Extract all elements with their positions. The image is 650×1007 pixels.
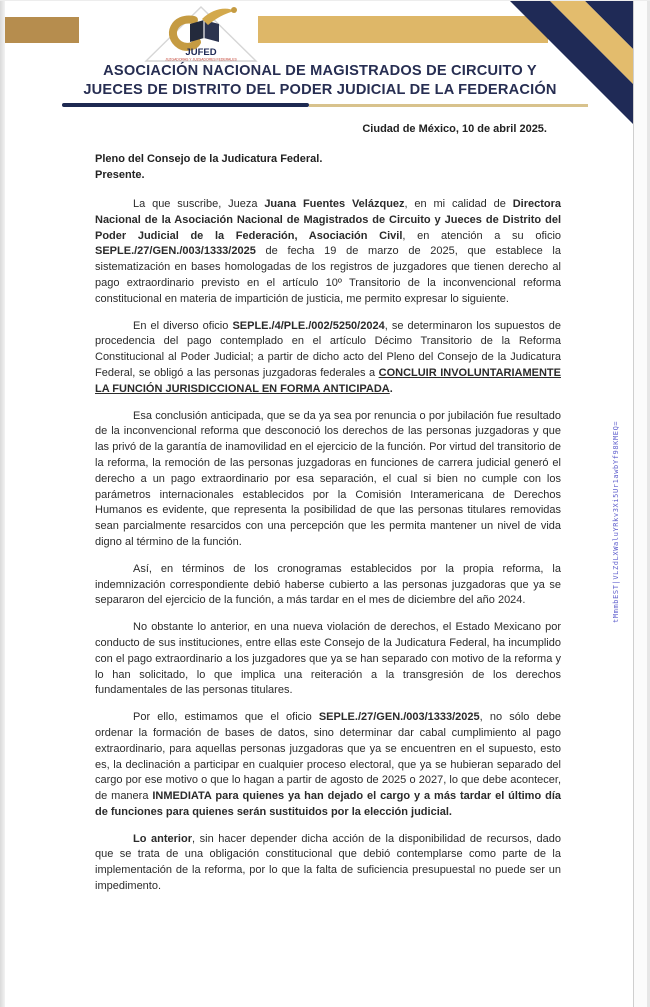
text-run: Esa conclusión anticipada, que se da ya sea por renuncia o por jubilación fue resultado de la inconvencional reforma que desconoció los derechos de las personas juzgadoras y que las privó de la garantía de inamovilidad en el ejercicio de la función. Por virtud del transitorio de la reforma, la remoción de las personas juzgadoras en funciones de carrera judicial generó el derecho a un pago extraordinario por esa separación, el cual si bien no cumple con los parámetros internacionales establecidos por la Comisión Interamericana de Derechos Humanos es evidente, que representa la posibilidad de que las personas titulares removidas sean parcialmente resarcidos con una percepción que les permita mantener un nivel de vida digno al término de la función. [95, 409, 561, 548]
body-paragraph [95, 319, 561, 398]
text-run: , en atención a su oficio [402, 229, 562, 242]
body-paragraph [95, 832, 561, 895]
logo-acronym: JUFED [185, 47, 217, 58]
vertical-watermark-code: tMmmbEST|VLZdLXWaluYRkv3Xi5Ur1awbYf98KMEQ= [612, 420, 620, 623]
text-run: Lo anterior [133, 832, 192, 845]
logo-quill-tip [231, 7, 237, 13]
text-run: SEPLE./4/PLE./002/5250/2024 [232, 319, 385, 332]
addressee-block [95, 152, 561, 183]
text-run: , sin hacer depender dicha acción de la disponibilidad de recursos, dado que se trata de una obligación constitucional que debió contemplarse como parte de la implementación de la reforma, por lo que la falta de suficiencia presupuestal no puede ser un impedimento. [95, 832, 562, 893]
addressee-line2: Presente. [95, 168, 145, 181]
text-run: CONCLUIR INVOLUNTARIAMENTE LA FUNCIÓN JURISDICCIONAL EN FORMA ANTICIPADA [95, 366, 561, 395]
corner-ribbon-decoration [480, 1, 650, 151]
org-title-line2: JUECES DE DISTRITO DEL PODER JUDICIAL DE LA FEDERACIÓN [83, 82, 557, 98]
photo-edge-left [0, 1, 5, 1007]
org-title-line1: ASOCIACIÓN NACIONAL DE MAGISTRADOS DE CIRCUITO Y [103, 63, 537, 79]
text-run: , en mi calidad de [404, 198, 513, 210]
body-paragraph [95, 409, 561, 551]
text-run: Directora Nacional de la Asociación Nacional de Magistrados de Circuito y Jueces de Distrito del Poder Judicial de la Federación, Asociación Civil [95, 198, 562, 242]
body-paragraph [95, 620, 561, 699]
addressee-line1: Pleno del Consejo de la Judicatura Federal. [95, 153, 323, 165]
letter-body [95, 197, 561, 895]
header-divider-navy [62, 103, 309, 107]
text-run: Juana Fuentes Velázquez [264, 198, 405, 210]
logo-quill-feather [202, 9, 235, 25]
body-paragraph [95, 710, 561, 821]
text-run: INMEDIATA para quienes ya han dejado el cargo y a más tardar el último día de funciones para quienes serán sustituidos por la elección judicial. [95, 790, 561, 818]
text-run: En el diverso oficio [133, 319, 233, 332]
text-run: SEPLE./27/GEN./003/1333/2025 [318, 711, 480, 724]
letterhead [0, 1, 650, 109]
gold-bar-left [5, 17, 79, 43]
jufed-logo [142, 4, 260, 68]
text-run: Por ello, estimamos que el oficio [133, 711, 319, 724]
text-run: No obstante lo anterior, en una nueva violación de derechos, el Estado Mexicano por conducto de sus instituciones, entre ellas este Consejo de la Judicatura Federal, ha incumplido con el pago extraordinario a los juzgadores que ya se han separado con motivo de la reforma y lo han solicitado, lo que implica una reiteración a la transgresión de los derechos fundamentales de las personas titulares. [95, 621, 561, 697]
text-run: La que suscribe, Jueza [133, 198, 265, 210]
body-paragraph [95, 562, 561, 609]
date-line: Ciudad de México, 10 de abril 2025. [362, 123, 547, 135]
text-run: . [389, 382, 393, 395]
text-run: , no sólo debe ordenar la formación de bases de datos, sino determinar dar cabal cumplimiento al pago extraordinario, para aquellas personas juzgadoras que ya se encuentren en el supuesto, esto es, la declinación a participar en cualquier proceso electoral, que ya se hubieran separado del cargo por ese motivo o que lo hagan a partir de agosto de 2025 o 2027, lo que debe acontecer, de manera [95, 711, 561, 803]
text-run: SEPLE./27/GEN./003/1333/2025 [95, 245, 256, 258]
logo-tagline: JUZGADORAS Y JUZGADORES FEDERALES [165, 57, 237, 62]
letter-content [0, 109, 650, 895]
text-run: de fecha 19 de marzo de 2025, que establece la sistematización en bases homologadas de los registros de juzgadores que tienen derecho al pago extraordinario previsto en el artículo 10º Transitorio de la inconvencional reforma constitucional en materia de impartición de justicia, me permito expresar lo siguiente. [95, 245, 561, 305]
text-run: Así, en términos de los cronogramas establecidos por la propia reforma, la indemnización correspondiente debió haberse cubierto a las personas juzgadoras que ya se separaron del ejercicio de la función, a más tardar en el mes de diciembre del año 2024. [95, 562, 561, 607]
text-run: , se determinaron los supuestos de procedencia del pago contemplado en el artículo Décimo Transitorio de la Reforma Constitucional al Poder Judicial; a partir de dicho acto del Pleno del Consejo de la Judicatura Federal, se obligó a las personas juzgadoras federales a [95, 319, 561, 379]
body-paragraph [95, 197, 561, 308]
